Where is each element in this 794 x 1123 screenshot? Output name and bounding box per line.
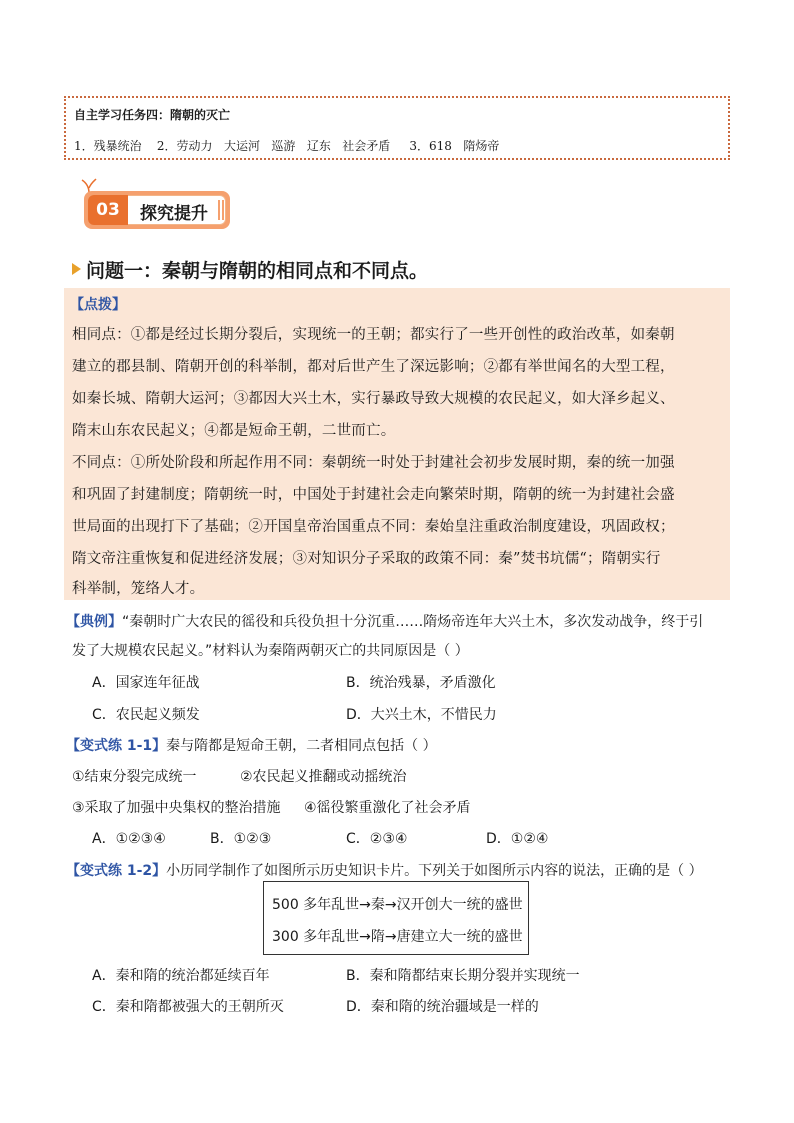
- variant1-line: [66, 735, 437, 755]
- variant1-option-b: B．①②③: [210, 831, 272, 847]
- variant2-option-a: A．秦和隋的统治都延续百年: [92, 968, 270, 984]
- variant1-label: 【变式练 1-1】: [66, 738, 167, 754]
- variant1-item-4: ④徭役繁重激化了社会矛盾: [304, 800, 471, 816]
- tip-line: 隋末山东农民起义；④都是短命王朝，二世而亡。: [72, 423, 396, 439]
- variant2-option-b: B．秦和隋都结束长期分裂并实现统一: [346, 968, 580, 984]
- tip-label: 【点拨】: [70, 297, 126, 313]
- tip-line: 建立的郡县制、隋朝开创的科举制，都对后世产生了深远影响；②都有举世闻名的大型工程，: [72, 359, 675, 375]
- variant2-option-d: D．秦和隋的统治疆域是一样的: [346, 999, 539, 1015]
- variant2-label: 【变式练 1-2】: [66, 863, 167, 879]
- example-label: 【典例】: [66, 614, 122, 630]
- variant1-option-d: D．①②④: [486, 831, 549, 847]
- variant1-option-c: C．②③④: [346, 831, 408, 847]
- variant2-option-c: C．秦和隋都被强大的王朝所灭: [92, 999, 284, 1015]
- section-number: 03: [88, 195, 128, 225]
- badge-stripe-icon: [218, 200, 224, 220]
- variant1-item-2: ②农民起义推翻或动摇统治: [240, 769, 407, 785]
- tip-line: 如秦长城、隋朝大运河；③都因大兴土木，实行暴政导致大规模的农民起义，如大泽乡起义、: [72, 391, 675, 407]
- question-title: 问题一：秦朝与隋朝的相同点和不同点。: [86, 260, 429, 282]
- tip-line: 科举制，笼络人才。: [72, 581, 205, 597]
- variant1-option-a: A．①②③④: [92, 831, 166, 847]
- task-title: 自主学习任务四：隋朝的灭亡: [74, 108, 231, 122]
- tip-line: 世局面的出现打下了基础；②开国皇帝治国重点不同：秦始皇注重政治制度建设，巩固政权；: [72, 519, 675, 535]
- tip-line: 相同点：①都是经过长期分裂后，实现统一的王朝；都实行了一些开创性的政治改革，如秦朝: [72, 327, 675, 343]
- tip-line: 不同点：①所处阶段和所起作用不同：秦朝统一时处于封建社会初步发展时期，秦的统一加强: [72, 455, 675, 471]
- variant1-item-1: ①结束分裂完成统一: [72, 769, 197, 785]
- example-stem-1: “秦朝时广大农民的徭役和兵役负担十分沉重……隋炀帝连年大兴土木，多次发动战争，终于引: [122, 614, 704, 630]
- example-stem-2: 发了大规模农民起义。”材料认为秦隋两朝灭亡的共同原因是（ ）: [72, 643, 469, 659]
- tip-line: 和巩固了封建制度；隋朝统一时，中国处于封建社会走向繁荣时期，隋朝的统一为封建社会盛: [72, 487, 675, 503]
- card-line-2: 300 多年乱世→隋→唐建立大一统的盛世: [272, 929, 523, 945]
- variant2-stem: 小历同学制作了如图所示历史知识卡片。下列关于如图所示内容的说法，正确的是（ ）: [166, 863, 703, 879]
- example-option-c: C．农民起义频发: [92, 707, 200, 723]
- variant1-item-3: ③采取了加强中央集权的整治措施: [72, 800, 281, 816]
- example-option-d: D．大兴土木，不惜民力: [346, 707, 497, 723]
- triangle-bullet-icon: [72, 263, 81, 275]
- card-line-1: 500 多年乱世→秦→汉开创大一统的盛世: [272, 897, 523, 913]
- section-title: 探究提升: [140, 204, 208, 224]
- example-line-1: [66, 611, 703, 631]
- variant2-line: [66, 860, 703, 880]
- tip-line: 隋文帝注重恢复和促进经济发展；③对知识分子采取的政策不同：秦”焚书坑儒“；隋朝实行: [72, 551, 661, 567]
- variant1-stem: 秦与隋都是短命王朝，二者相同点包括（ ）: [166, 738, 437, 754]
- task-answers: 1．残暴统治 2．劳动力 大运河 巡游 辽东 社会矛盾 3．618 隋炀帝: [74, 139, 500, 153]
- example-option-b: B．统治残暴，矛盾激化: [346, 675, 496, 691]
- example-option-a: A．国家连年征战: [92, 675, 200, 691]
